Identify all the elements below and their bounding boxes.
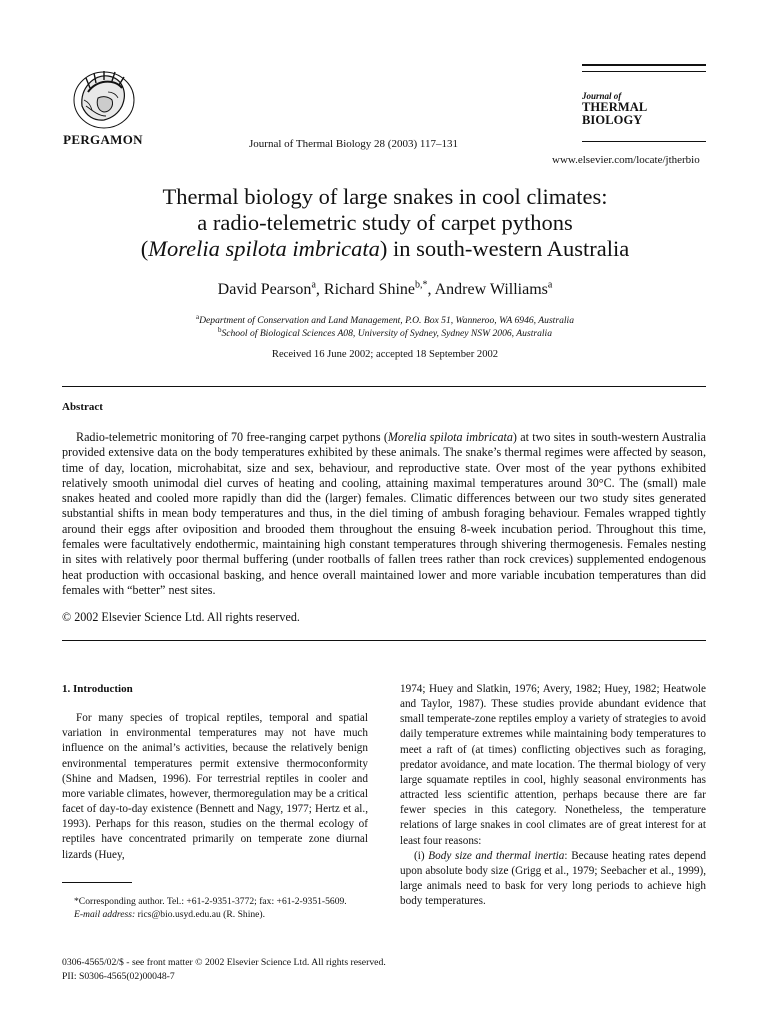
article-title [40,184,730,262]
author-affiliation-mark: a [547,279,553,291]
abstract-paragraph [62,430,706,598]
author-name: Richard Shine [323,281,415,298]
left-column [62,682,368,863]
author-list: David Pearson$^a$, Richard Shine$^{b,*}$, Andrew Williams$^a$ [217,279,553,298]
journal-name-block [582,92,706,126]
section-heading: 1. Introduction [62,683,133,695]
title-line-3-rest: ) in south-western Australia [379,236,630,261]
email-address-link[interactable]: rics@bio.usyd.edu.au (R. Shine). [135,909,266,920]
pergamon-helmet-logo-icon [68,66,138,130]
abstract-text: ) at two sites in south-western Australia provided extensive data on the body temperatures exhibited by these animals. The snake’s thermal regimes were affected by season, time of day, location, microhabitat, size and sex, behaviour, and reproductive state. Over most of the year pythons exhibited relatively smooth unimodal diel curves of heating and cooling, attaining maximal temperatures around 30°C. The (small) male snakes heated and cooled more rapidly than did the (larger) females. Climatic differences between our two study sites generated substantial shifts in mean body temperatures and thus, in the diel timing of ambush foraging behaviour. Females wrapped tightly around their eggs after oviposition and brooded them throughout the ensuing 8-week incubation period. Throughout this time, females were facultatively endothermic, maintaining high constant temperatures through shivering thermogenesis. Females nesting in sites with relatively poor thermal buffering (under rootballs of fallen trees rather than rock crevices) supplemented endogenous heat production with occasional basking, and hence overall maintained lower and more variable incubation temperatures than did females with “better” nest sites. [62,430,706,597]
front-matter-info [62,956,386,984]
journal-header-rules [582,64,706,72]
header-rule-thin [582,71,706,72]
affiliation-b [40,327,730,340]
email-label: E-mail address: [74,909,136,920]
affiliations [40,314,730,340]
list-marker: (i) [414,849,429,862]
list-item-title: Body size and thermal inertia [428,849,565,862]
journal-of-label: Journal of [582,91,622,101]
journal-title: THERMAL BIOLOGY [582,100,647,127]
abstract-top-rule [62,386,706,387]
list-item-text: : Because heating rates depend upon absolute body size (Grigg et al., 1979; Seebacher et al., 1999), large animals need to bask for very long periods to achieve high body temperatures. [400,849,707,908]
abstract-heading: Abstract [62,401,103,413]
body-paragraph [400,849,706,910]
abstract-text: Radio-telemetric monitoring of 70 free-ranging carpet pythons ( [76,430,388,444]
title-line-2: a radio-telemetric study of carpet pythons [197,210,573,235]
journal-url-link[interactable]: www.elsevier.com/locate/jtherbio [552,154,700,166]
body-paragraph: For many species of tropical reptiles, temporal and spatial variation in environmental temperatures may not have much influence on the animal’s activities, because the relatively benign environmental temperatures permit extensive thermoconformity (Shine and Madsen, 1996). For terrestrial reptiles in cooler and more variable climates, however, thermoregulation may be a critical facet of day-to-day existence (Bennett and Nagy, 1977; Hertz et al., 1993). Perhaps for this reason, studies on the thermal ecology of reptiles have concentrated primarily on temperate zone diurnal lizards (Huey, [62,712,368,861]
abstract-body [62,430,706,598]
email-note [62,908,368,921]
corresponding-author-note: *Corresponding author. Tel.: +61-2-9351-3772; fax: +61-2-9351-5609. [74,896,347,907]
affiliation-mark: a [196,312,200,321]
title-paren: ( [140,236,149,261]
author-name: Andrew Williams [434,281,548,298]
affiliation-mark: b [217,325,222,334]
affiliation-text: Department of Conservation and Land Management, P.O. Box 51, Wanneroo, WA 6946, Australia [199,315,574,326]
right-column [400,682,706,909]
abstract-copyright: © 2002 Elsevier Science Ltd. All rights reserved. [62,610,300,624]
title-species: Morelia spilota imbricata [148,236,380,261]
journal-citation: Journal of Thermal Biology 28 (2003) 117–131 [249,138,458,150]
title-line-1: Thermal biology of large snakes in cool climates: [162,184,608,209]
author-name: David Pearson [217,281,312,298]
publisher-logo-block [58,66,148,148]
header-rule-thick [582,64,706,66]
affiliation-a [40,314,730,327]
pii-line: PII: S0306-4565(02)00048-7 [62,971,175,982]
author-affiliation-mark: b,* [414,279,428,291]
title-line-3 [40,236,730,262]
footnote [62,895,368,921]
received-dates: Received 16 June 2002; accepted 18 September 2002 [271,349,499,360]
publisher-name: PERGAMON [63,132,143,147]
header-rule-lower [582,141,706,142]
issn-line: 0306-4565/02/$ - see front matter © 2002 Elsevier Science Ltd. All rights reserved. [62,957,386,968]
body-paragraph: 1974; Huey and Slatkin, 1976; Avery, 1982; Huey, 1982; Heatwole and Taylor, 1987). These studies provide abundant evidence that small temperate-zone reptiles employ a variety of strategies to avoid daily temperature extremes while maintaining body temperatures to meet a raft of (at times) conflicting objectives such as foraging, predator avoidance, and mate location. The thermal biology of very large squamate reptiles in cool, highly seasonal environments has attracted less scientific attention, perhaps because there are far fewer species in this category. Nonetheless, the temperature relations of large snakes in cool climates are of great interest for at least four reasons: [400,683,706,847]
author-affiliation-mark: a [311,279,316,291]
affiliation-text: School of Biological Sciences A08, University of Sydney, Sydney NSW 2006, Australia [221,328,553,339]
abstract-species: Morelia spilota imbricata [387,430,513,444]
footnote-rule [62,882,132,883]
abstract-bottom-rule [62,640,706,641]
